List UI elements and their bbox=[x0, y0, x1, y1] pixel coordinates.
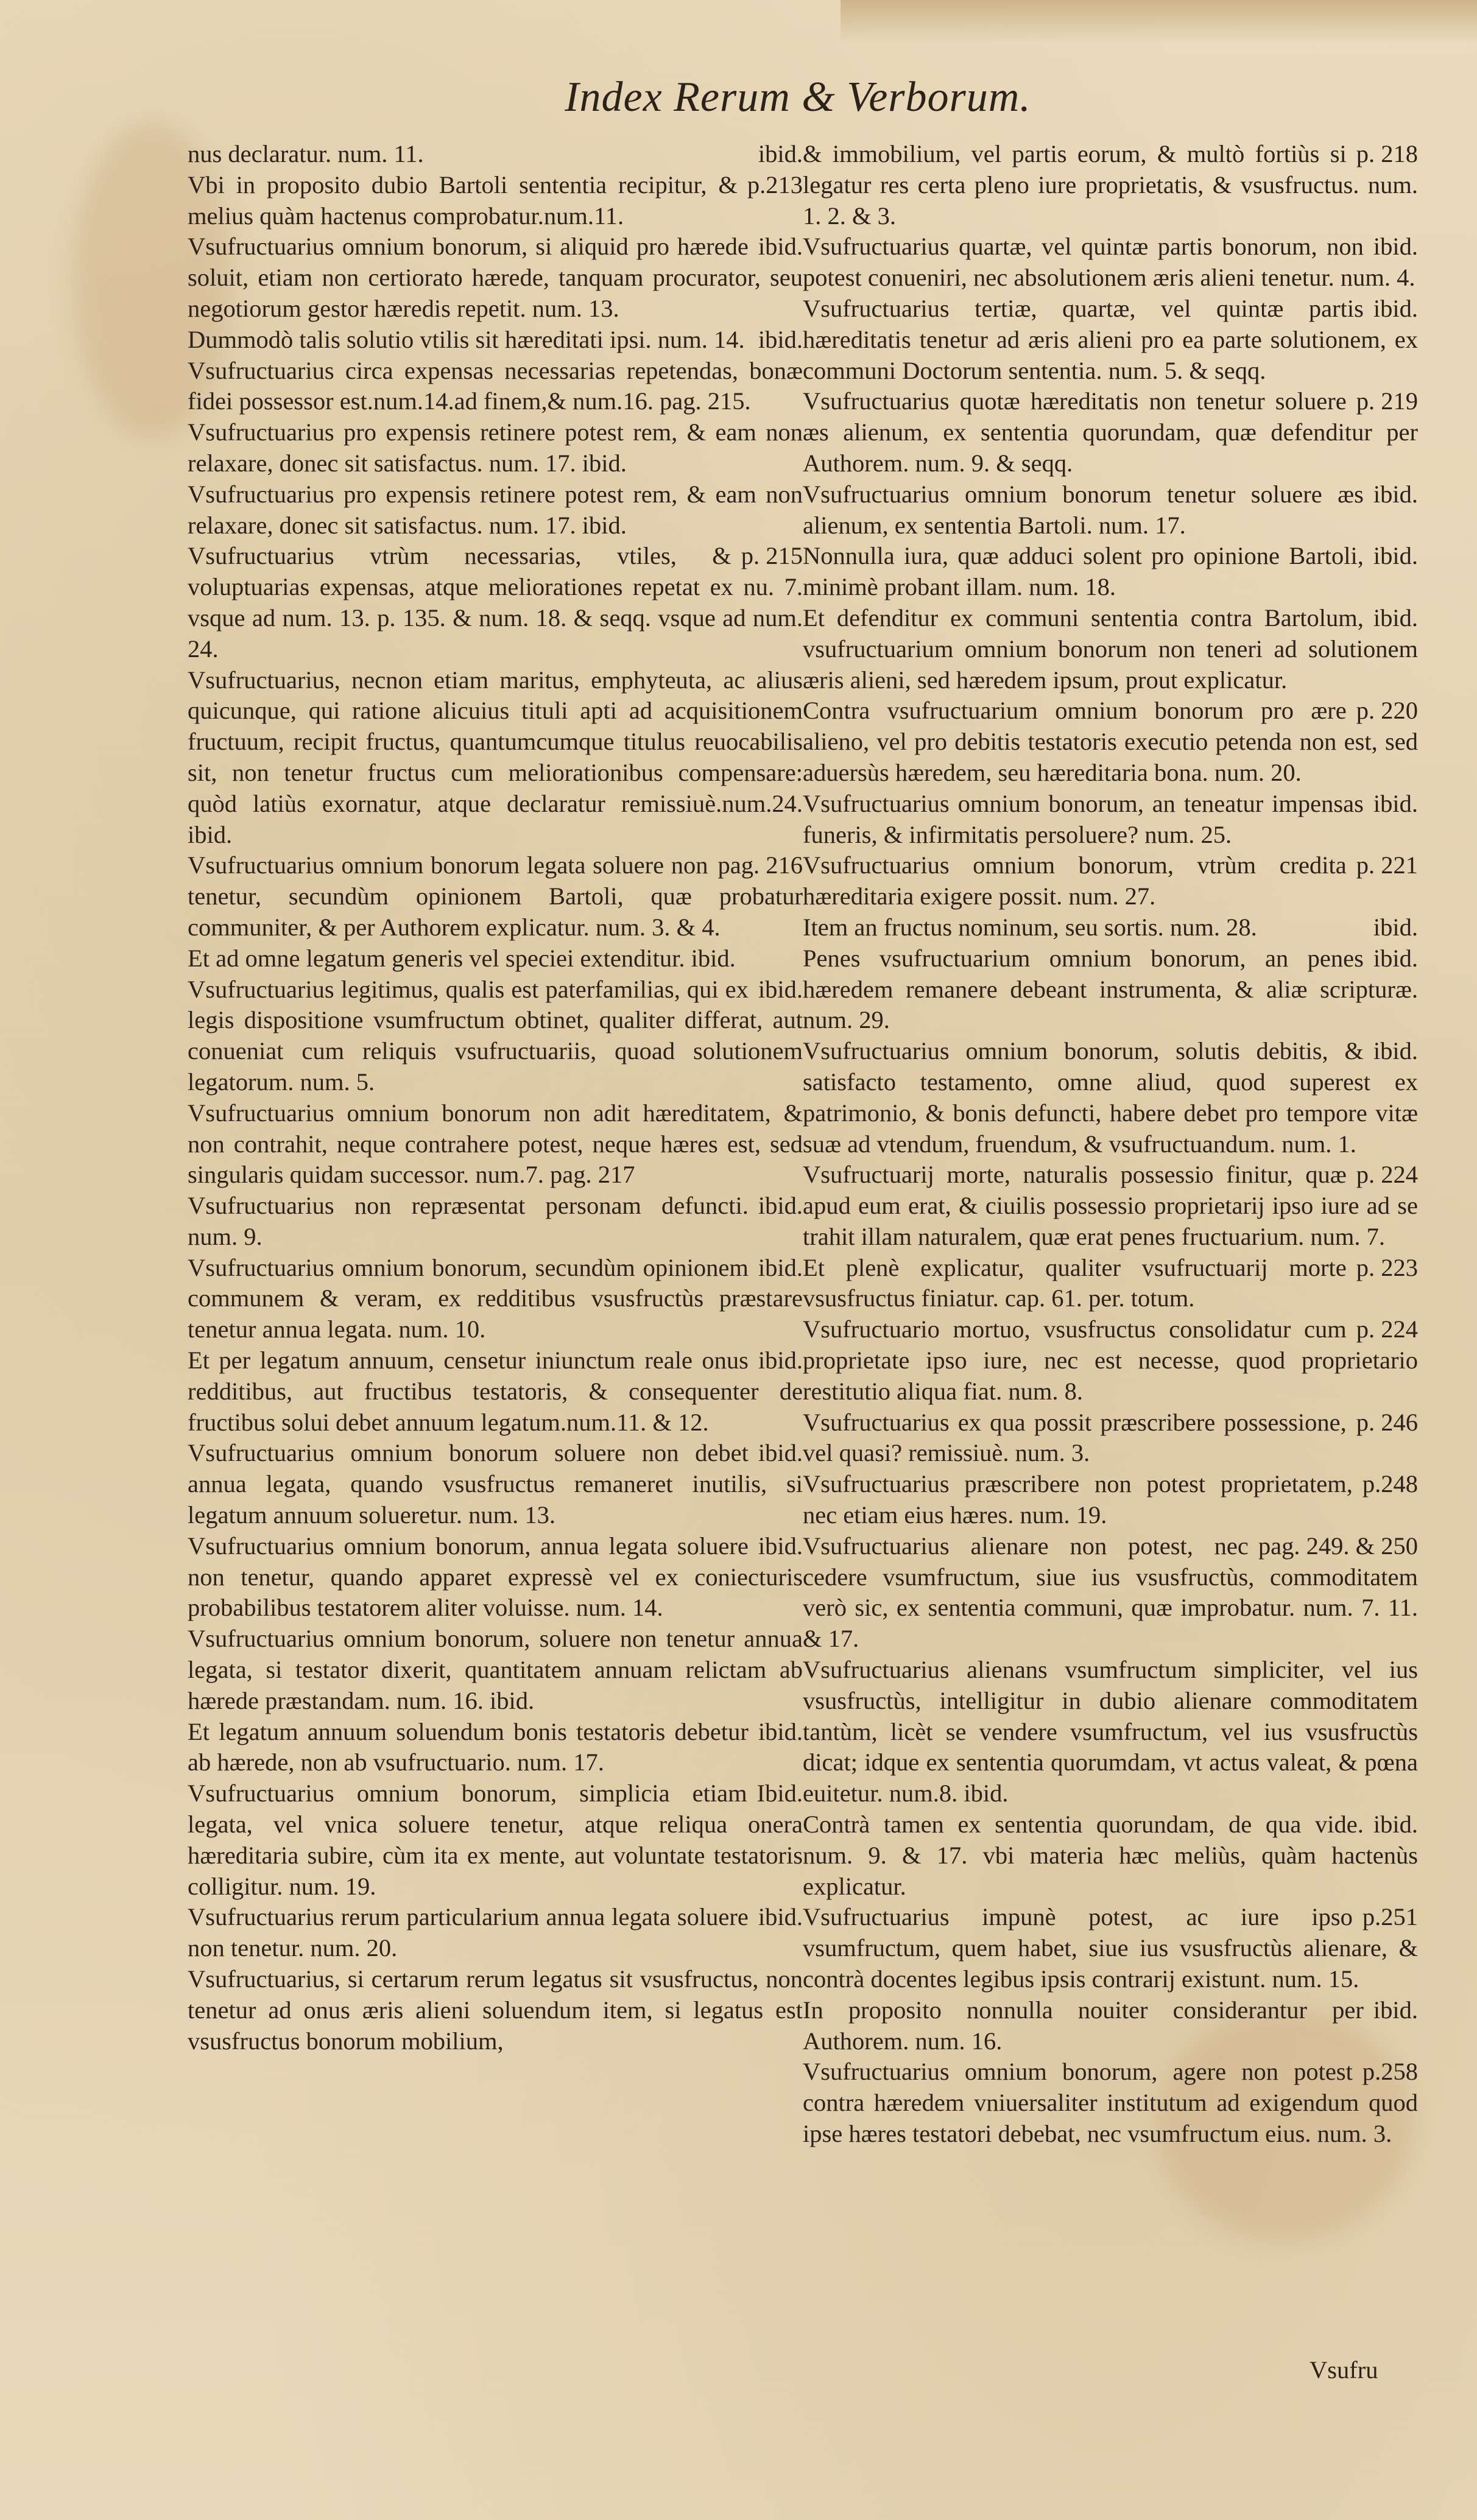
entry-text: Vsufructuarius omnium bonorum, simplicia etiam legata, vel vnica soluere tenetur, atque reliqua onera hæreditaria subire, cùm ita ex mente, aut voluntate testatoris colligitur. num. 19. bbox=[188, 1779, 803, 1900]
page-reference: p. 218 bbox=[1356, 140, 1418, 167]
index-entry bbox=[803, 1253, 1418, 1315]
entry-text: Vsufructuarius omnium bonorum, an teneatur impensas funeris, & infirmitatis persoluere? num. 25. bbox=[803, 789, 1364, 848]
page-reference: p. 246 bbox=[1356, 1408, 1418, 1436]
index-entry bbox=[188, 479, 803, 541]
page-reference: ibid. bbox=[758, 1346, 803, 1374]
index-entry bbox=[803, 231, 1418, 294]
entry-text: Vsufructuarius omnium bonorum tenetur soluere æs alienum, ex sententia Bartoli. num. 17. bbox=[803, 480, 1364, 539]
page-reference: ibid. bbox=[758, 1532, 803, 1560]
page-reference: ibid. bbox=[758, 1253, 803, 1281]
index-entry bbox=[803, 1902, 1418, 1994]
entry-text: Et defenditur ex communi sententia contra Bartolum, vsufructuarium omnium bonorum non teneri ad solutionem æris alieni, sed hæredem ipsum, prout explicatur. bbox=[803, 604, 1418, 694]
entry-text: Contrà tamen ex sententia quorundam, de qua vide. num. 9. & 17. vbi materia hæc meliùs, quàm hactenùs explicatur. bbox=[803, 1811, 1418, 1900]
entry-text: Vsufructuarius omnium bonorum soluere non debet annua legata, quando vsusfructus remaneret inutilis, si legatum annuum solueretur. num. 13. bbox=[188, 1439, 803, 1529]
index-entry bbox=[803, 912, 1418, 943]
entry-text: nus declaratur. num. 11. bbox=[188, 140, 424, 167]
index-entry bbox=[803, 386, 1418, 479]
page-reference: ibid. bbox=[1373, 480, 1418, 508]
index-entry bbox=[188, 1964, 803, 2057]
entry-text: Vsufructuarius quotæ hæreditatis non tenetur soluere æs alienum, ex sententia quorundam, quæ defenditur per Authorem. num. 9. & seqq. bbox=[803, 387, 1418, 477]
page-reference: ibid. bbox=[1373, 233, 1418, 261]
entry-text: Et per legatum annuum, censetur iniunctum reale onus redditibus, aut fructibus testatoris, & consequenter de fructibus solui debet annuum legatum.num.11. & 12. bbox=[188, 1346, 803, 1436]
right-column bbox=[803, 139, 1418, 2150]
entry-text: Vsufructuarius ex qua possit præscribere possessione, vel quasi? remissiuè. num. 3. bbox=[803, 1408, 1347, 1467]
entry-text: Vsufructuarius omnium bonorum, secundùm opinionem communem & veram, ex redditibus vsusfructùs præstare tenetur annua legata. num. 10. bbox=[188, 1253, 803, 1343]
index-entry bbox=[803, 1407, 1418, 1469]
page-reference: pag. 249. & 250 bbox=[1258, 1532, 1418, 1560]
page-reference: p. 221 bbox=[1356, 851, 1418, 879]
entry-text: Vsufructuarius omnium bonorum, soluere non tenetur annua legata, si testator dixerit, quantitatem annuam relictam ab hærede præstandam. num. 16. ibid. bbox=[188, 1625, 803, 1714]
index-entry bbox=[188, 541, 803, 664]
index-entry bbox=[188, 1253, 803, 1345]
entry-text: Vsufructuarius legitimus, qualis est paterfamilias, qui ex legis dispositione vsumfructum obtinet, qualiter differat, aut conueniat cum reliquis vsufructuariis, quoad solutionem legatorum. num. 5. bbox=[188, 975, 803, 1096]
page-reference: ibid. bbox=[758, 1717, 803, 1745]
page-reference: p. 223 bbox=[1356, 1253, 1418, 1281]
page-reference: p.251 bbox=[1362, 1903, 1418, 1931]
entry-text: Item an fructus nominum, seu sortis. num. 28. bbox=[803, 913, 1257, 941]
entry-text: Dummodò talis solutio vtilis sit hæreditati ipsi. num. 14. bbox=[188, 325, 745, 353]
entry-text: Vsufructuarius vtrùm necessarias, vtiles, & voluptuarias expensas, atque meliorationes repetat ex nu. 7. vsque ad num. 13. p. 135. & num. 18. & seqq. vsque ad num. 24. bbox=[188, 542, 803, 663]
entry-text: Vsufructuarius omnium bonorum, vtrùm credita hæreditaria exigere possit. num. 27. bbox=[803, 851, 1347, 910]
entry-text: Vsufructuarius omnium bonorum non adit hæreditatem, & non contrahit, neque contrahere potest, neque hæres est, sed singularis quidam successor. num.7. pag. 217 bbox=[188, 1099, 803, 1189]
page-reference: ibid. bbox=[1373, 789, 1418, 817]
entry-text: Vsufructuarius pro expensis retinere potest rem, & eam non relaxare, donec sit satisfactus. num. 17. ibid. bbox=[188, 480, 803, 539]
page-reference: ibid. bbox=[1373, 1811, 1418, 1839]
entry-text: Vsufructuarius quartæ, vel quintæ partis bonorum, non potest conueniri, nec absolutionem æris alieni tenetur. num. 4. bbox=[803, 233, 1415, 292]
index-entry bbox=[188, 1717, 803, 1779]
page-reference: ibid. bbox=[758, 233, 803, 261]
index-entry bbox=[803, 695, 1418, 788]
page-reference: ibid. bbox=[758, 140, 803, 167]
page-reference: p. 220 bbox=[1356, 697, 1418, 725]
page-reference: p. 224 bbox=[1356, 1315, 1418, 1343]
catchword: Vsufru bbox=[1310, 2356, 1378, 2384]
page-reference: ibid. bbox=[1373, 604, 1418, 632]
index-entry bbox=[188, 417, 803, 479]
index-entry bbox=[803, 2057, 1418, 2149]
entry-text: Vsufructuarius omnium bonorum, solutis debitis, & satisfacto testamento, omne aliud, quod superest ex patrimonio, & bonis defuncti, habere debet pro tempore vitæ suæ ad vtendum, fruendum, & vsufructuandum. num. 1. bbox=[803, 1037, 1418, 1158]
entry-text: Nonnulla iura, quæ adduci solent pro opinione Bartoli, minimè probant illam. num. 18. bbox=[803, 542, 1364, 601]
index-entry bbox=[803, 1809, 1418, 1902]
index-entry bbox=[803, 1314, 1418, 1407]
index-entry bbox=[803, 139, 1418, 231]
page-reference: ibid. bbox=[758, 1192, 803, 1220]
entry-text: Et ad omne legatum generis vel speciei extenditur. ibid. bbox=[188, 944, 736, 972]
page-reference: p. 219 bbox=[1356, 387, 1418, 415]
page-reference: p.258 bbox=[1362, 2058, 1418, 2086]
entry-text: Vsufructuarius, necnon etiam maritus, emphyteuta, ac alius quicunque, qui ratione alicuius tituli apti ad acquisitionem fructuum, recipit fructus, quantumcumque titulus reuocabilis sit, non tenetur fructus cum meliorationibus compensare: quòd latiùs exornatur, atque declaratur remissiuè.num.24. ibid. bbox=[188, 666, 803, 848]
index-entry bbox=[803, 1036, 1418, 1160]
entry-text: Vsufructuarius præscribere non potest proprietatem, nec etiam eius hæres. num. 19. bbox=[803, 1470, 1353, 1529]
index-entry bbox=[188, 1902, 803, 1964]
entry-text: Vsufructuario mortuo, vsusfructus consolidatur cum proprietate ipso iure, nec est necesse, quod proprietario restitutio aliqua fiat. num. 8. bbox=[803, 1315, 1418, 1405]
index-entry bbox=[803, 943, 1418, 1036]
page-reference: ibid. bbox=[758, 1439, 803, 1467]
index-entry bbox=[803, 1655, 1418, 1809]
left-column bbox=[188, 139, 803, 2057]
index-entry bbox=[188, 170, 803, 232]
entry-text: Vsufructuarius circa expensas necessarias repetendas, bonæ fidei possessor est.num.14.ad finem,& num.16. pag. 215. bbox=[188, 356, 803, 415]
index-entry bbox=[803, 294, 1418, 386]
page-reference: p.248 bbox=[1362, 1470, 1418, 1498]
page-reference: p. 215 bbox=[741, 542, 803, 570]
entry-text: Penes vsufructuarium omnium bonorum, an penes hæredem remanere debeant instrumenta, & aliæ scripturæ. num. 29. bbox=[803, 944, 1418, 1034]
entry-text: & immobilium, vel partis eorum, & multò fortiùs si legatur res certa pleno iure proprietatis, & vsusfructus. num. 1. 2. & 3. bbox=[803, 140, 1418, 230]
index-entry bbox=[188, 1345, 803, 1438]
index-entry bbox=[188, 1531, 803, 1624]
index-entry bbox=[803, 850, 1418, 912]
entry-text: Vsufructuarius omnium bonorum, si aliquid pro hærede soluit, etiam non certiorato hærede, tanquam procurator, seu negotiorum gestor hæredis repetit. num. 13. bbox=[188, 233, 803, 322]
index-entry bbox=[188, 356, 803, 418]
page-reference: ibid. bbox=[1373, 294, 1418, 322]
entry-text: Vbi in proposito dubio Bartoli sententia recipitur, & melius quàm hactenus comprobatur.num.11. bbox=[188, 171, 738, 230]
entry-text: Contra vsufructuarium omnium bonorum pro ære alieno, vel pro debitis testatoris executio petenda non est, sed aduersùs hæredem, seu hæreditaria bona. num. 20. bbox=[803, 697, 1418, 786]
index-entry bbox=[803, 1995, 1418, 2057]
page-reference: ibid. bbox=[1373, 1037, 1418, 1065]
page-reference: p. 224 bbox=[1356, 1161, 1418, 1189]
entry-text: In proposito nonnulla nouiter considerantur per Authorem. num. 16. bbox=[803, 1996, 1364, 2055]
index-entry bbox=[803, 479, 1418, 541]
entry-text: Vsufructuarius tertiæ, quartæ, vel quintæ partis hæreditatis tenetur ad æris alieni pro ea parte solutionem, ex communi Doctorum sententia. num. 5. & seqq. bbox=[803, 294, 1418, 384]
index-entry bbox=[188, 943, 803, 974]
page-reference: ibid. bbox=[758, 1903, 803, 1931]
page-reference: p.213 bbox=[747, 171, 803, 199]
index-entry bbox=[188, 1778, 803, 1902]
index-entry bbox=[188, 139, 803, 170]
index-entry bbox=[188, 850, 803, 943]
page-reference: ibid. bbox=[1373, 542, 1418, 570]
index-entry bbox=[188, 1438, 803, 1530]
page-reference: ibid. bbox=[1373, 913, 1418, 941]
entry-text: Vsufructuarius omnium bonorum legata soluere non tenetur, secundùm opinionem Bartoli, quæ probatur communiter, & per Authorem explicatur. num. 3. & 4. bbox=[188, 851, 803, 941]
page-reference: ibid. bbox=[1373, 1996, 1418, 2024]
index-entry bbox=[803, 789, 1418, 851]
index-entry bbox=[803, 1531, 1418, 1655]
torn-edge bbox=[841, 0, 1477, 43]
entry-text: Vsufructuarius omnium bonorum, annua legata soluere non tenetur, quando apparet expressè vel ex coniecturis probabilibus testatorem aliter voluisse. num. 14. bbox=[188, 1532, 803, 1622]
entry-text: Et plenè explicatur, qualiter vsufructuarij morte vsusfructus finiatur. cap. 61. per. totum. bbox=[803, 1253, 1347, 1312]
index-entry bbox=[803, 1160, 1418, 1252]
index-entry bbox=[188, 231, 803, 324]
entry-text: Vsufructuarius, si certarum rerum legatus sit vsusfructus, non tenetur ad onus æris alieni soluendum item, si legatus est vsusfructus bonorum mobilium, bbox=[188, 1965, 803, 2055]
entry-text: Vsufructuarius alienare non potest, nec cedere vsumfructum, siue ius vsusfructùs, commoditatem verò sic, ex sententia communi, quæ improbatur. num. 7. 11. & 17. bbox=[803, 1532, 1418, 1653]
index-entry bbox=[803, 1469, 1418, 1531]
index-entry bbox=[188, 665, 803, 851]
entry-text: Et legatum annuum soluendum bonis testatoris debetur ab hærede, non ab vsufructuario. num. 17. bbox=[188, 1717, 749, 1776]
index-entry bbox=[803, 541, 1418, 603]
entry-text: Vsufructuarius pro expensis retinere potest rem, & eam non relaxare, donec sit satisfactus. num. 17. ibid. bbox=[188, 418, 803, 477]
page-reference: ibid. bbox=[758, 975, 803, 1003]
index-entry bbox=[188, 1098, 803, 1191]
page-reference: ibid. bbox=[1373, 944, 1418, 972]
page-reference: ibid. bbox=[758, 325, 803, 353]
entry-text: Vsufructuarius rerum particularium annua legata soluere non tenetur. num. 20. bbox=[188, 1903, 749, 1962]
index-entry bbox=[188, 974, 803, 1098]
page-reference: pag. 216 bbox=[717, 851, 803, 879]
entry-text: Vsufructuarij morte, naturalis possessio finitur, quæ apud eum erat, & ciuilis possessio proprietarij ipso iure ad se trahit illam naturalem, quæ erat penes fructuarium. num. 7. bbox=[803, 1161, 1418, 1250]
entry-text: Vsufructuarius omnium bonorum, agere non potest contra hæredem vniuersaliter institutum ad exigendum quod ipse hæres testatori debebat, nec vsumfructum eius. num. 3. bbox=[803, 2058, 1418, 2147]
entry-text: Vsufructuarius alienans vsumfructum simpliciter, vel ius vsusfructùs, intelligitur in dubio alienare commoditatem tantùm, licèt se vendere vsumfructum, vel ius vsusfructùs dicat; idque ex sententia quorumdam, vt actus valeat, & pœna euitetur. num.8. ibid. bbox=[803, 1656, 1418, 1807]
index-entry bbox=[803, 603, 1418, 695]
page-reference: Ibid. bbox=[756, 1779, 803, 1807]
entry-text: Vsufructuarius non repræsentat personam defuncti. num. 9. bbox=[188, 1192, 749, 1250]
index-entry bbox=[188, 325, 803, 356]
page-title: Index Rerum & Verborum. bbox=[565, 74, 1031, 121]
index-entry bbox=[188, 1191, 803, 1253]
index-entry bbox=[188, 1624, 803, 1716]
entry-text: Vsufructuarius impunè potest, ac iure ipso vsumfructum, quem habet, siue ius vsusfructùs alienare, & contrà docentes legibus ipsis contrarij existunt. num. 15. bbox=[803, 1903, 1418, 1993]
